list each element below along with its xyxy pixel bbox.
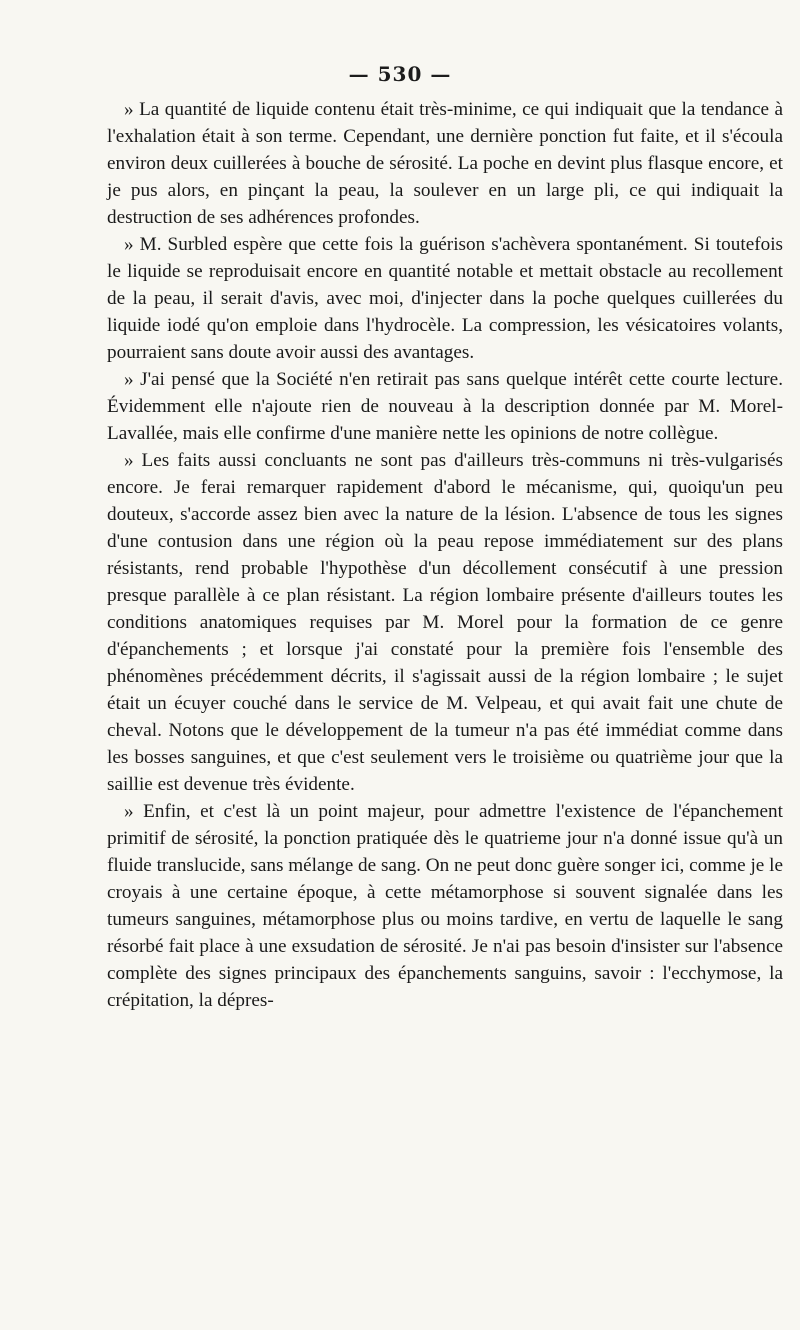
paragraph-3: » J'ai pensé que la Société n'en retirait pas sans quelque intérêt cette courte lecture. Évidemment elle n'ajoute rien de nouveau à la description donnée par M. Morel-Lavallée, mais elle confirme d'une manière nette les opinions de notre collègue. xyxy=(107,369,783,444)
paragraph-5: » Enfin, et c'est là un point majeur, pour admettre l'existence de l'épanchement primitif de sérosité, la ponction pratiquée dès le quatrieme jour n'a donné issue qu'à un fluide translucide, sans mélange de sang. On ne peut donc guère songer ici, comme je le croyais à une certaine époque, à cette métamorphose si souvent signalée dans les tumeurs sanguines, métamorphose plus ou moins tardive, en vertu de laquelle le sang résorbé fait place à une exsudation de sérosité. Je n'ai pas besoin d'insister sur l'absence complète des signes principaux des épanchements sanguins, savoir : l'ecchymose, la crépitation, la dépres- xyxy=(107,801,783,1011)
body-text xyxy=(107,96,783,1014)
page-number: — 530 — xyxy=(348,62,452,86)
paragraph-4: » Les faits aussi concluants ne sont pas d'ailleurs très-communs ni très-vulgarisés encore. Je ferai remarquer rapidement d'abord le mécanisme, qui, quoiqu'un peu douteux, s'accorde assez bien avec la nature de la lésion. L'absence de tous les signes d'une contusion dans une région où la peau repose immédiatement sur des plans résistants, rend probable l'hypothèse d'un décollement consécutif à une pression presque parallèle à ce plan résistant. La région lombaire présente d'ailleurs toutes les conditions anatomiques requises par M. Morel pour la formation de ce genre d'épanchements ; et lorsque j'ai constaté pour la première fois l'ensemble des phénomènes précédemment décrits, il s'agissait aussi de la région lombaire ; le sujet était un écuyer couché dans le service de M. Velpeau, et qui avait fait une chute de cheval. Notons que le développement de la tumeur n'a pas été immédiat comme dans les bosses sanguines, et que c'est seulement vers le troisième ou quatrième jour que la saillie est devenue très évidente. xyxy=(107,450,783,795)
paragraph-1: » La quantité de liquide contenu était très-minime, ce qui indiquait que la tendance à l'exhalation était à son terme. Cependant, une dernière ponction fut faite, et il s'écoula environ deux cuillerées à bouche de sérosité. La poche en devint plus flasque encore, et je pus alors, en pinçant la peau, la soulever en un large pli, ce qui indiquait la destruction de ses adhérences profondes. xyxy=(107,99,783,228)
paragraph-2: » M. Surbled espère que cette fois la guérison s'achèvera spontanément. Si toutefois le liquide se reproduisait encore en quantité notable et mettait obstacle au recollement de la peau, il serait d'avis, avec moi, d'injecter dans la poche quelques cuillerées du liquide iodé qu'on emploie dans l'hydrocèle. La compression, les vésicatoires volants, pourraient sans doute avoir aussi des avantages. xyxy=(107,234,783,363)
